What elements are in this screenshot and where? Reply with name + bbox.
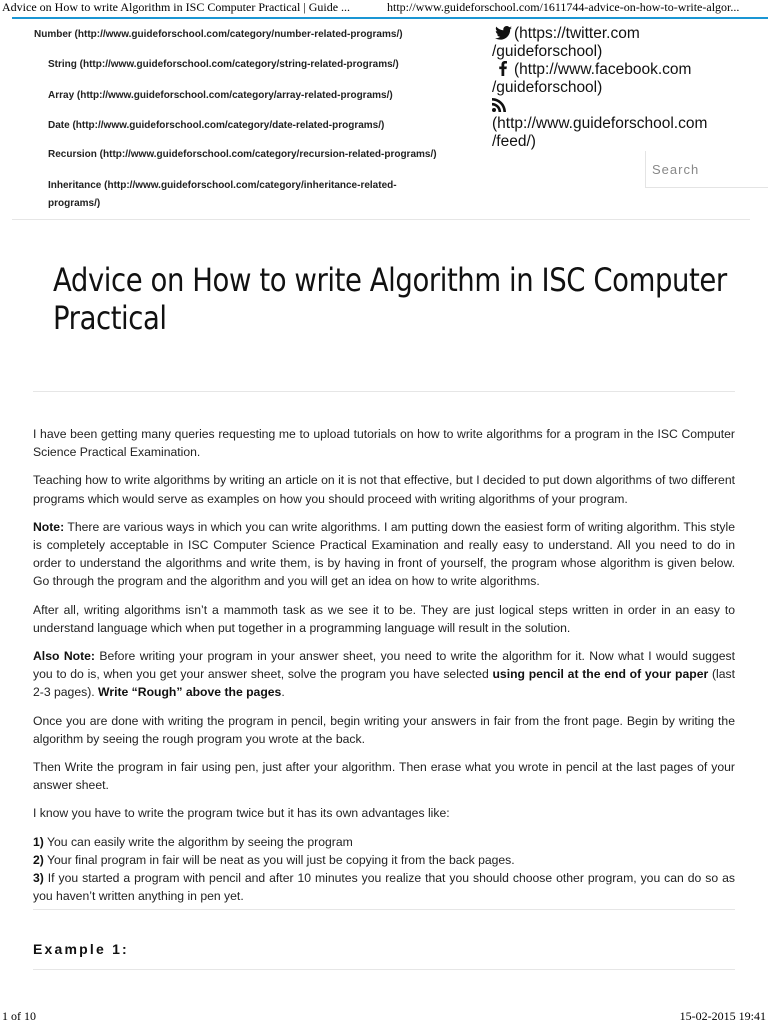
list-number: 2)	[33, 852, 44, 867]
paragraph: After all, writing algorithms isn’t a mammoth task as we see it to be. They are just logical steps written in order in an easy to understand language which when put together in a programming language will result in the solution.	[33, 602, 735, 635]
rss-icon	[492, 97, 752, 115]
also-note-label: Also Note:	[33, 649, 95, 664]
rss-link-line2: /feed/)	[492, 133, 536, 150]
facebook-link-line1: (http://www.facebook.com	[514, 61, 692, 78]
list-number: 3)	[33, 871, 44, 886]
also-note-text: Before writing your program in your answer sheet, you need to write the algorithm for it. Now what I would suggest you to do is, when you get your answer sheet, solve the program you have selected	[33, 649, 735, 682]
also-note-paragraph	[33, 647, 735, 702]
article-body	[33, 425, 735, 915]
also-note-text: (last 2-3 pages).	[33, 667, 735, 700]
page-title: Advice on How to write Algorithm in ISC Computer Practical	[53, 261, 727, 337]
facebook-link-line2: /guideforschool)	[492, 79, 603, 96]
emphasis-text: Write “Rough” above the pages	[98, 685, 282, 700]
menu-item-recursion[interactable]: Recursion (http://www.guideforschool.com/category/recursion-related-programs/)	[48, 149, 437, 160]
rss-link-line1: (http://www.guideforschool.com	[492, 115, 708, 132]
title-divider	[33, 391, 735, 392]
twitter-link-line1: (https://twitter.com	[514, 25, 640, 42]
page-number: 1 of 10	[2, 1009, 36, 1023]
example-heading: Example 1:	[33, 941, 129, 957]
note-paragraph	[33, 518, 735, 591]
print-footer	[0, 1009, 768, 1024]
paragraph: Once you are done with writing the program in pencil, begin writing your answers in fair from the front page. Begin by writing the algorithm by seeing the rough program you wrote at the back.	[33, 713, 735, 746]
menu-item-number[interactable]: Number (http://www.guideforschool.com/category/number-related-programs/)	[34, 29, 403, 40]
twitter-link[interactable]	[492, 25, 752, 61]
menu-item-date[interactable]: Date (http://www.guideforschool.com/category/date-related-programs/)	[48, 120, 385, 131]
section-divider	[33, 909, 735, 910]
paragraph: I have been getting many queries requesting me to upload tutorials on how to write algorithms for a program in the ISC Computer Science Practical Examination.	[33, 427, 735, 460]
note-text: There are various ways in which you can write algorithms. I am putting down the easiest form of writing algorithm. This style is completely acceptable in ISC Computer Science Practical Examination and really easy to understand. All you need to do in order to understand the algorithms and write them, is by having in front of yourself, the program whose algorithm is given below. Go through the program and the algorithm and you will get an idea on how to write algorithms.	[33, 519, 735, 589]
menu-item-inheritance[interactable]: Inheritance (http://www.guideforschool.com/category/inheritance-related-programs/)	[48, 180, 397, 209]
print-header-title: Advice on How to write Algorithm in ISC Computer Practical | Guide ...	[2, 0, 351, 14]
note-label: Note:	[33, 519, 65, 534]
print-header-url: http://www.guideforschool.com/1611744-advice-on-how-to-write-algor...	[387, 0, 740, 14]
emphasis-text: using pencil at the end of your paper	[492, 667, 709, 682]
facebook-icon	[492, 61, 514, 79]
advantages-list	[33, 833, 735, 906]
paragraph: Teaching how to write algorithms by writing an article on it is not that effective, but I decided to put down algorithms of two different programs which would serve as examples on how you should proceed with writing algorithms of your program.	[33, 473, 735, 506]
menu-item-array[interactable]: Array (http://www.guideforschool.com/category/array-related-programs/)	[48, 90, 393, 101]
list-item: You can easily write the algorithm by seeing the program	[43, 834, 353, 849]
accent-top-line	[12, 17, 768, 19]
paragraph: I know you have to write the program twice but it has its own advantages like:	[33, 806, 450, 821]
section-divider	[33, 969, 735, 970]
header-divider	[12, 219, 750, 220]
search-input[interactable]	[645, 151, 768, 188]
twitter-icon	[492, 25, 514, 43]
print-datetime: 15-02-2015 19:41	[679, 1009, 766, 1023]
menu-item-string[interactable]: String (http://www.guideforschool.com/category/string-related-programs/)	[48, 59, 399, 70]
list-number: 1)	[33, 834, 44, 849]
also-note-text: .	[281, 685, 285, 700]
list-item: If you started a program with pencil and after 10 minutes you realize that you should choose other program, you can do so as you haven’t written anything in pen yet.	[33, 871, 735, 904]
rss-link[interactable]	[492, 97, 752, 151]
facebook-link[interactable]	[492, 61, 752, 97]
twitter-link-line2: /guideforschool)	[492, 43, 603, 60]
list-item: Your final program in fair will be neat as you will just be copying it from the back pages.	[43, 852, 515, 867]
print-header	[0, 0, 768, 16]
paragraph: Then Write the program in fair using pen, just after your algorithm. Then erase what you wrote in pencil at the last pages of your answer sheet.	[33, 760, 735, 793]
